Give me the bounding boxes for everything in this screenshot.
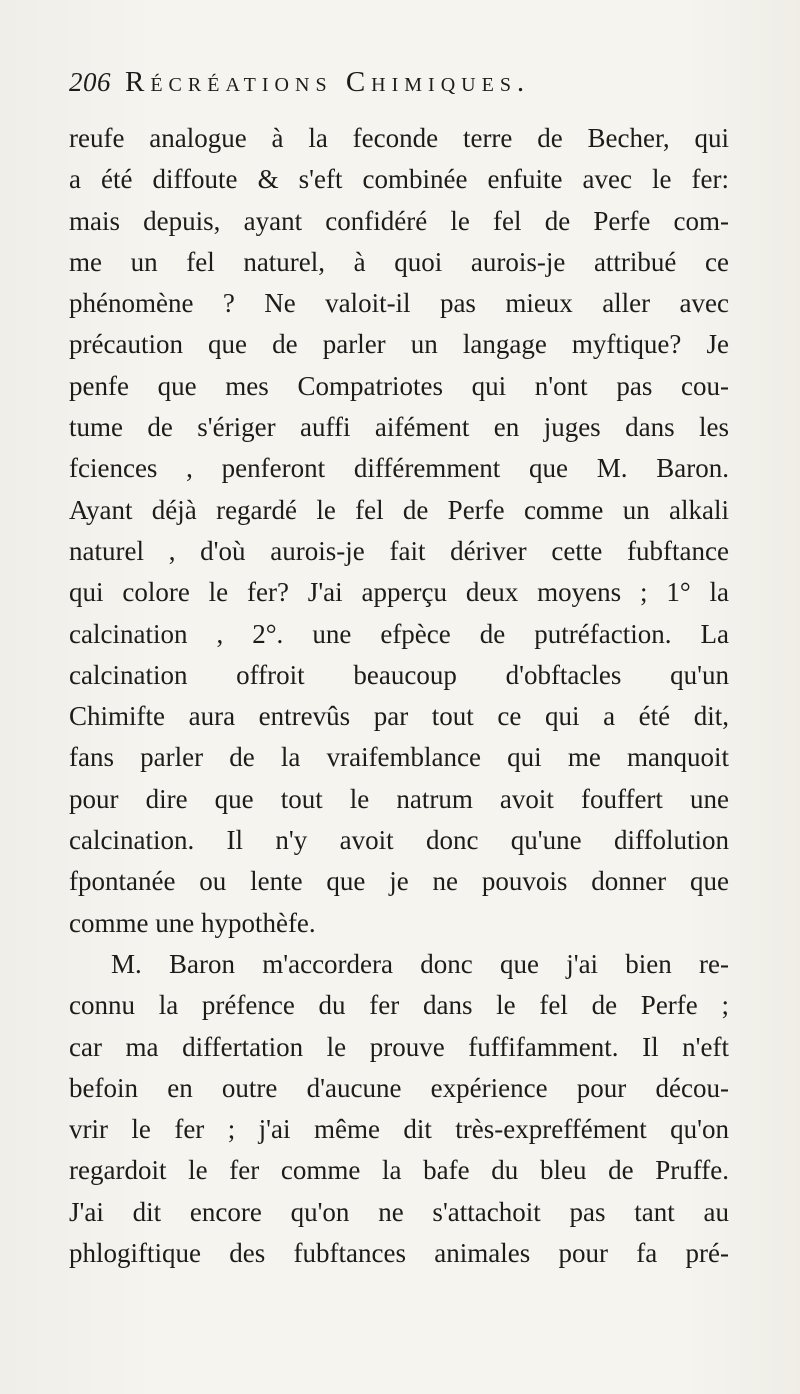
text-line: a été diffoute & s'eft combinée enfuite avec le fer: xyxy=(69,164,729,195)
text-line: fpontanée ou lente que je ne pouvois donner que xyxy=(69,866,729,897)
text-line: comme une hypothèfe. xyxy=(69,907,316,938)
text-line: reufe analogue à la feconde terre de Becher, qui xyxy=(69,123,729,153)
text-line: fciences , penferont différemment que M. Baron. xyxy=(69,453,729,484)
page-number: 206 xyxy=(69,67,111,97)
text-line: Ayant déjà regardé le fel de Perfe comme un alkali xyxy=(69,494,729,525)
text-line: calcination offroit beaucoup d'obftacles qu'un xyxy=(69,659,729,690)
running-title: Récréations Chimiques. xyxy=(125,66,531,98)
text-line: me un fel naturel, à quoi aurois-je attribué ce xyxy=(69,246,729,277)
text-line: pour dire que tout le natrum avoit fouffert une xyxy=(69,783,729,814)
text-line: fans parler de la vraifemblance qui me manquoit xyxy=(69,742,729,773)
text-line: calcination. Il n'y avoit donc qu'une diffolution xyxy=(69,825,729,856)
text-line: qui colore le fer? J'ai apperçu deux moyens ; 1° la xyxy=(69,577,729,608)
text-line: car ma differtation le prouve fuffifamment. Il n'eft xyxy=(69,1031,729,1062)
text-line: vrir le fer ; j'ai même dit très-expreffément qu'on xyxy=(69,1114,729,1145)
text-line: tume de s'ériger auffi aifément en juges dans les xyxy=(69,412,729,443)
text-line: penfe que mes Compatriotes qui n'ont pas cou- xyxy=(69,370,729,401)
text-line: calcination , 2°. une efpèce de putréfaction. La xyxy=(69,618,729,649)
text-line: befoin en outre d'aucune expérience pour décou- xyxy=(69,1072,729,1103)
text-line: Chimifte aura entrevûs par tout ce qui a été dit, xyxy=(69,701,729,732)
body-text xyxy=(69,118,729,1274)
text-line: phlogiftique des fubftances animales pour fa pré- xyxy=(69,1238,729,1269)
page-header xyxy=(69,66,709,110)
text-line: J'ai dit encore qu'on ne s'attachoit pas tant au xyxy=(69,1196,729,1227)
text-line: précaution que de parler un langage myftique? Je xyxy=(69,329,729,360)
text-line: connu la préfence du fer dans le fel de Perfe ; xyxy=(69,990,729,1021)
text-line: regardoit le fer comme la bafe du bleu de Pruffe. xyxy=(69,1155,729,1186)
paragraph-start-line: M. Baron m'accordera donc que j'ai bien re- xyxy=(111,948,729,979)
text-line: naturel , d'où aurois-je fait dériver cette fubftance xyxy=(69,535,729,566)
text-line: mais depuis, ayant confidéré le fel de Perfe com- xyxy=(69,205,729,236)
text-line: phénomène ? Ne valoit-il pas mieux aller avec xyxy=(69,288,729,319)
